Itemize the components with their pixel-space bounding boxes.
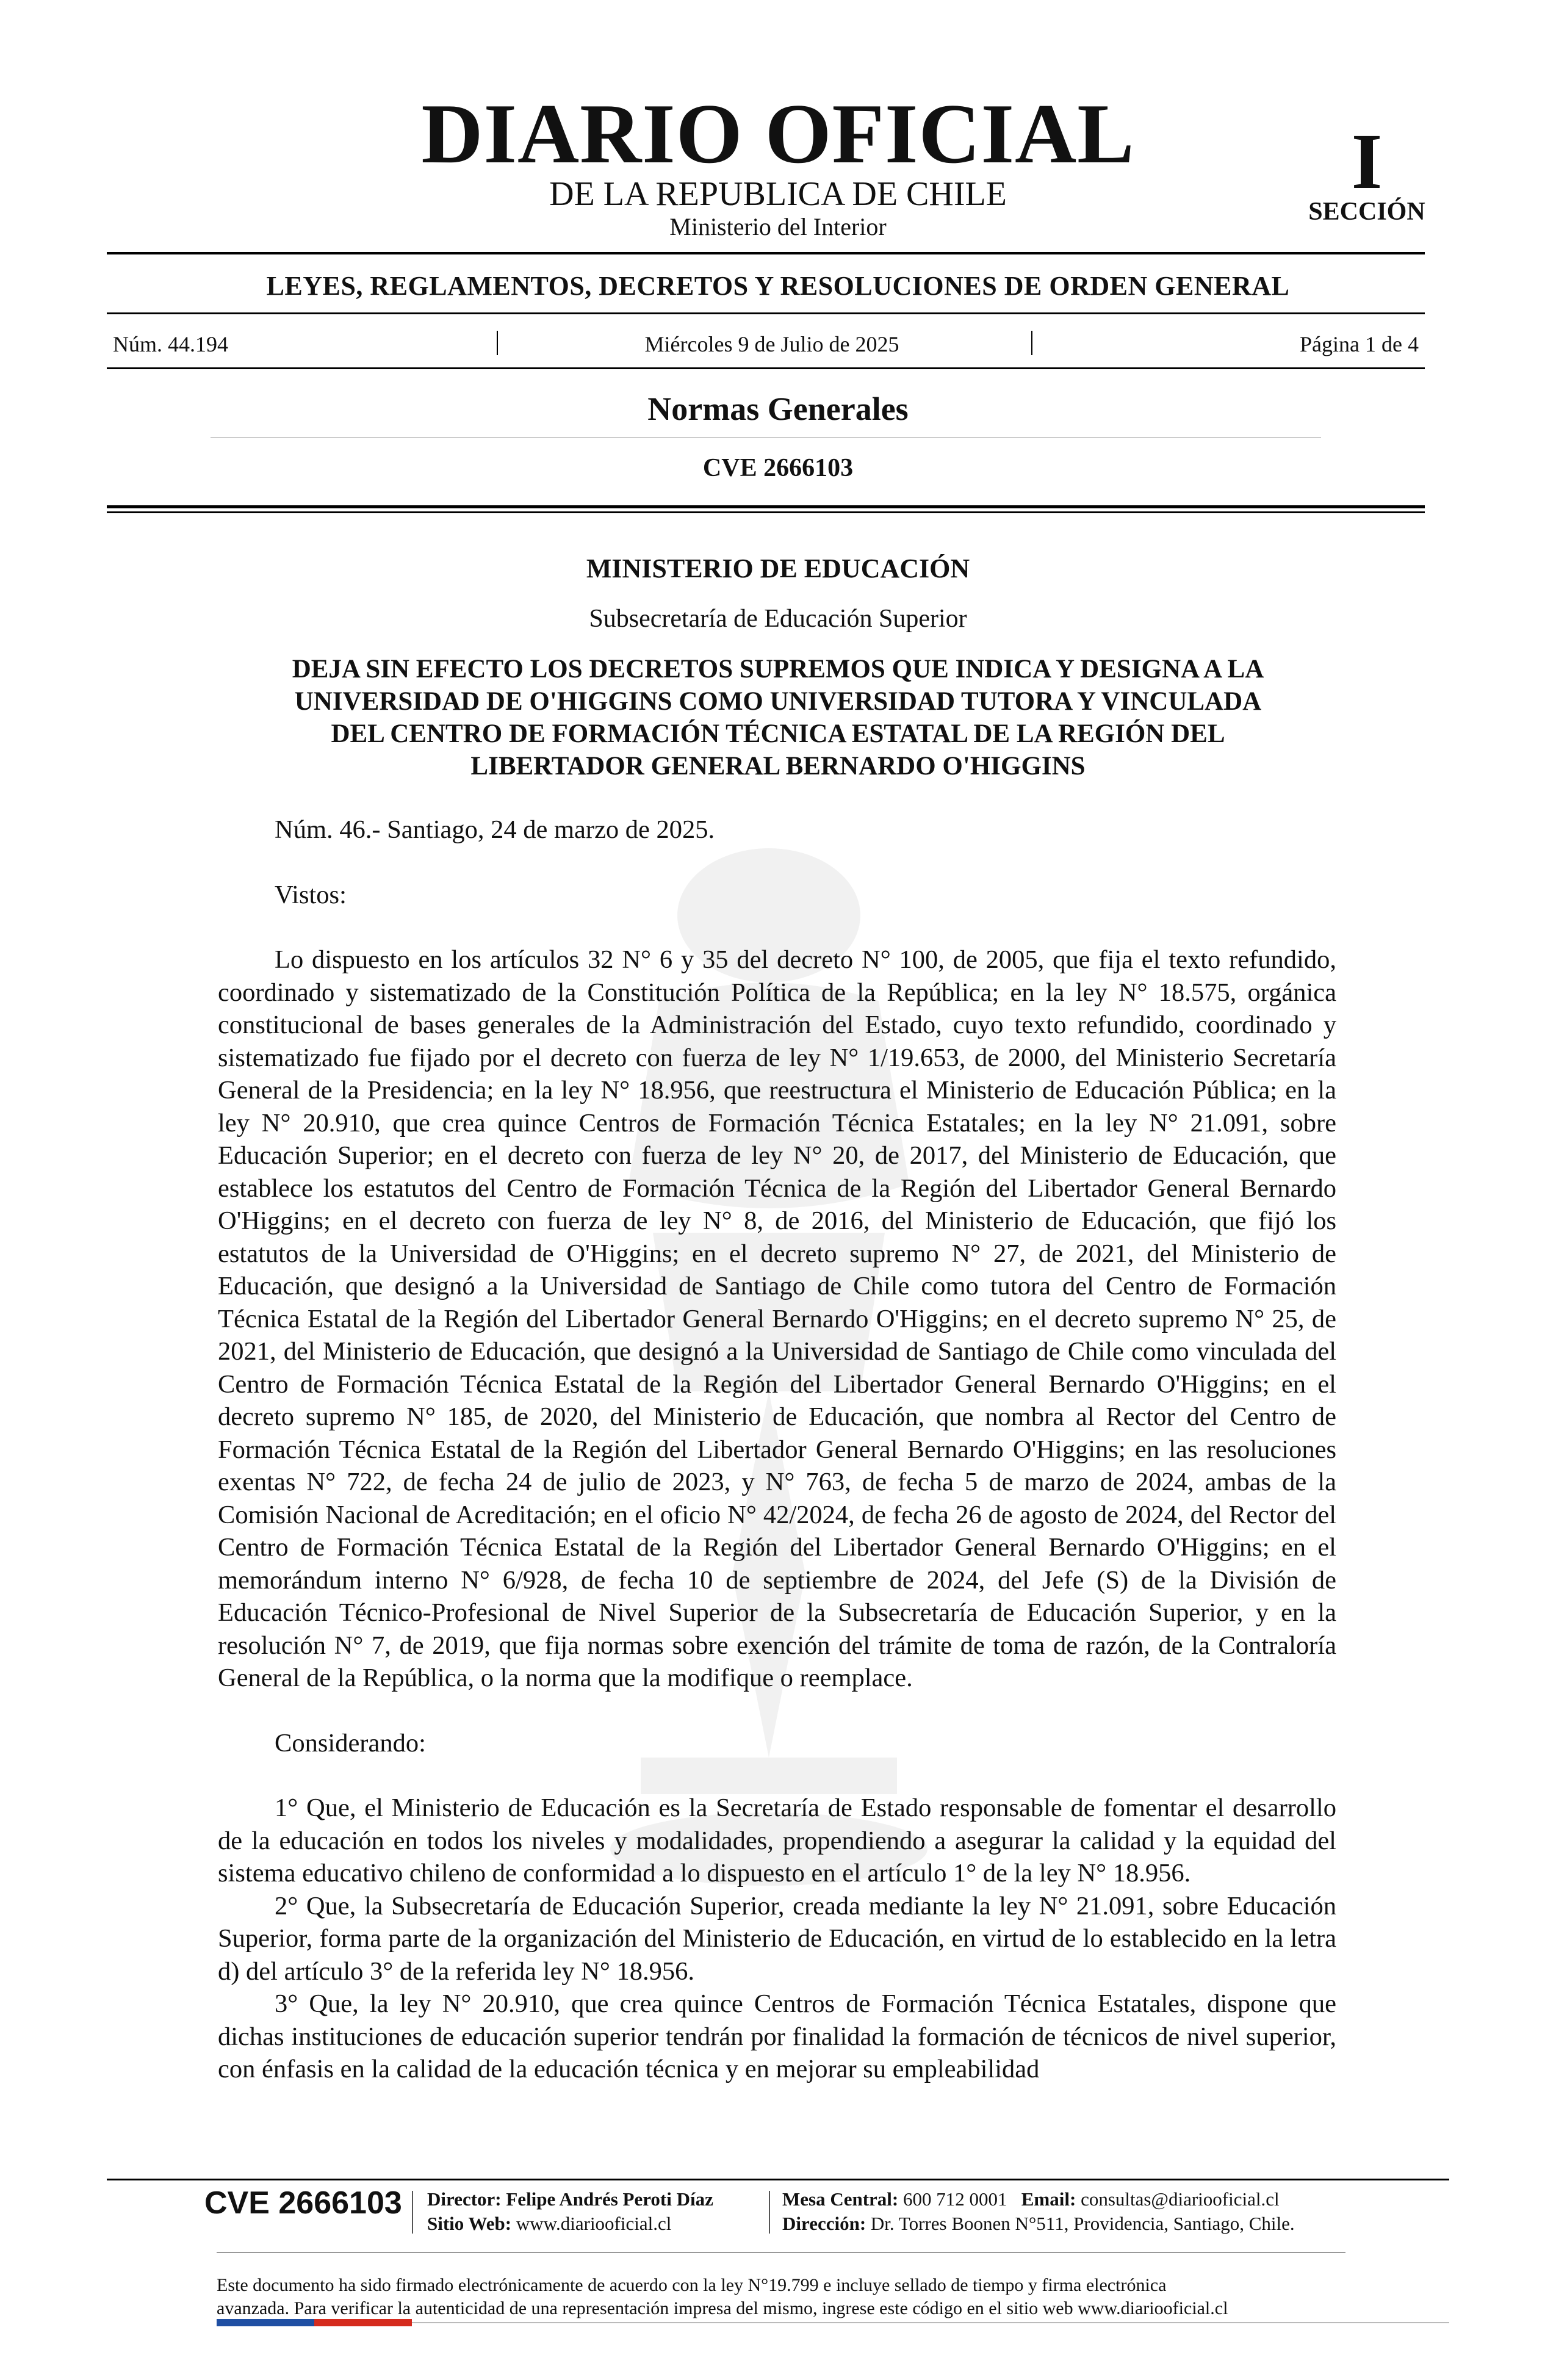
disclaimer-line: Este documento ha sido firmado electrónicamente de acuerdo con la ley N°19.799 e incluye sellado de tiempo y firma electrónica: [217, 2275, 1167, 2295]
section-divider: [211, 437, 1321, 438]
flag-stripe-blue: [217, 2319, 314, 2326]
newspaper-title: DIARIO OFICIAL: [421, 87, 1135, 181]
decree-title: [220, 653, 1336, 782]
section-number: I: [1351, 118, 1383, 206]
decree-title-line: LIBERTADOR GENERAL BERNARDO O'HIGGINS: [470, 752, 1086, 781]
address-label: Dirección:: [782, 2213, 866, 2234]
email-link[interactable]: consultas@diariooficial.cl: [1081, 2188, 1280, 2210]
footer-cve-code: CVE 2666103: [204, 2185, 402, 2221]
footer-contact-block: [782, 2187, 1392, 2236]
disclaimer-line: avanzada. Para verificar la autenticidad de una representación impresa del mismo, ingrese este código en el sitio web www.diariooficial.cl: [217, 2298, 1228, 2318]
email-label: Email:: [1021, 2188, 1076, 2210]
issue-rule: [107, 367, 1425, 369]
section-label: SECCIÓN: [1308, 198, 1425, 226]
decree-number-date: Núm. 46.- Santiago, 24 de marzo de 2025.: [275, 815, 715, 844]
decree-title-line: UNIVERSIDAD DE O'HIGGINS COMO UNIVERSIDAD TUTORA Y VINCULADA: [294, 687, 1262, 716]
newspaper-subtitle: DE LA REPUBLICA DE CHILE: [549, 175, 1007, 213]
masthead-rule: [107, 252, 1425, 254]
authenticity-disclaimer: [217, 2274, 1342, 2320]
vistos-paragraph: Lo dispuesto en los artículos 32 N° 6 y 35 del decreto N° 100, de 2005, que fija el texto refundido, coordinado y sistematizado de la Constitución Política de la República; en la ley N° 18.575, orgánica constitucional de bases generales de la Administración del Estado, cuyo texto refundido, coordinado y sistematizado fue fijado por el decreto con fuerza de ley N° 1/19.653, de 2000, del Ministerio Secretaría General de la Presidencia; en la ley N° 18.956, que reestructura el Ministerio de Educación Pública; en la ley N° 20.910, que crea quince Centros de Formación Técnica Estatales; en la ley N° 21.091, sobre Educación Superior; en el decreto con fuerza de ley N° 20, de 2017, del Ministerio de Educación, que establece los estatutos del Centro de Formación Técnica de la Región del Libertador General Bernardo O'Higgins; en el decreto con fuerza de ley N° 8, de 2016, del Ministerio de Educación, que fijó los estatutos de la Universidad de O'Higgins; en el decreto supremo N° 27, de 2021, del Ministerio de Educación, que designó a la Universidad de Santiago de Chile como tutora del Centro de Formación Técnica Estatal de la Región del Libertador General Bernardo O'Higgins; en el decreto supremo N° 25, de 2021, del Ministerio de Educación, que designó a la Universidad de Santiago de Chile como vinculada del Centro de Formación Técnica Estatal de la Región del Libertador General Bernardo O'Higgins; en el decreto supremo N° 185, de 2020, del Ministerio de Educación, que nombra al Rector del Centro de Formación Técnica Estatal de la Región del Libertador General Bernardo O'Higgins; en las resoluciones exentas N° 722, de fecha 24 de julio de 2023, y N° 763, de fecha 5 de marzo de 2024, ambas de la Comisión Nacional de Acreditación; en el oficio N° 42/2024, de fecha 26 de agosto de 2024, del Rector del Centro de Formación Técnica Estatal de la Región del Libertador General Bernardo O'Higgins; en el memorándum interno N° 6/928, de fecha 10 de septiembre de 2024, del Jefe (S) de la División de Educación Técnico-Profesional de Nivel Superior de la Subsecretaría de Educación Superior, y en la resolución N° 7, de 2019, que fija normas sobre exención del trámite de toma de razón, de la Contraloría General de la República, o la norma que la modifique o reemplace.: [218, 945, 1336, 1692]
vistos-heading: Vistos:: [275, 880, 347, 909]
footer-rule: [107, 2179, 1449, 2180]
subsecretaria-heading: Subsecretaría de Educación Superior: [589, 605, 967, 633]
cve-rule-top: [107, 505, 1425, 508]
footer-separator: [769, 2191, 770, 2234]
page-indicator: Página 1 de 4: [1300, 332, 1419, 356]
considerando-2: 2° Que, la Subsecretaría de Educación Superior, creada mediante la ley N° 21.091, sobre Educación Superior, forma parte de la organización del Ministerio de Educación, en virtud de lo establecido en la letra d) del artículo 3° de la referida ley N° 18.956.: [218, 1891, 1336, 1986]
newspaper-ministry: Ministerio del Interior: [669, 213, 887, 240]
issue-date: Miércoles 9 de Julio de 2025: [644, 332, 899, 356]
cve-rule-bottom: [107, 511, 1425, 513]
footer-bottom-rule: [412, 2322, 1449, 2323]
considerando-3: 3° Que, la ley N° 20.910, que crea quince Centros de Formación Técnica Estatales, dispone que dichas instituciones de educación superior tendrán por finalidad la formación de técnicos de nivel superior, con énfasis en la calidad de la educación técnica y en mejorar su empleabilidad: [218, 1989, 1336, 2083]
issue-number: Núm. 44.194: [113, 332, 228, 356]
cve-code: CVE 2666103: [702, 454, 854, 482]
decree-title-line: DEL CENTRO DE FORMACIÓN TÉCNICA ESTATAL DE LA REGIÓN DEL: [331, 719, 1225, 748]
website-label: Sitio Web:: [427, 2213, 512, 2234]
mesa-phone: 600 712 0001: [903, 2188, 1007, 2210]
decree-body: [218, 813, 1336, 2086]
banner-title: LEYES, REGLAMENTOS, DECRETOS Y RESOLUCIONES DE ORDEN GENERAL: [266, 271, 1290, 301]
director-name: Felipe Andrés Peroti Díaz: [506, 2188, 713, 2210]
footer-separator: [412, 2191, 413, 2234]
mesa-label: Mesa Central:: [782, 2188, 899, 2210]
issue-separator-left: [497, 331, 498, 355]
considerando-heading: Considerando:: [275, 1728, 426, 1758]
decree-title-line: DEJA SIN EFECTO LOS DECRETOS SUPREMOS QUE INDICA Y DESIGNA A LA: [292, 655, 1264, 683]
flag-stripe-red: [314, 2319, 412, 2326]
website-link[interactable]: www.diariooficial.cl: [516, 2213, 672, 2234]
director-label: Director:: [427, 2188, 502, 2210]
issue-separator-right: [1031, 331, 1032, 355]
banner-rule: [107, 312, 1425, 314]
footer-rule-2: [217, 2252, 1345, 2253]
considerando-1: 1° Que, el Ministerio de Educación es la Secretaría de Estado responsable de fomentar el desarrollo de la educación en todos los niveles y modalidades, propendiendo a asegurar la calidad y la equidad del sistema educativo chileno de conformidad a lo dispuesto en el artículo 1° de la ley N° 18.956.: [218, 1794, 1336, 1888]
ministry-heading: MINISTERIO DE EDUCACIÓN: [586, 554, 970, 583]
address-text: Dr. Torres Boonen N°511, Providencia, Santiago, Chile.: [870, 2213, 1295, 2234]
footer-director-block: [427, 2187, 769, 2236]
section-heading: Normas Generales: [647, 391, 909, 427]
